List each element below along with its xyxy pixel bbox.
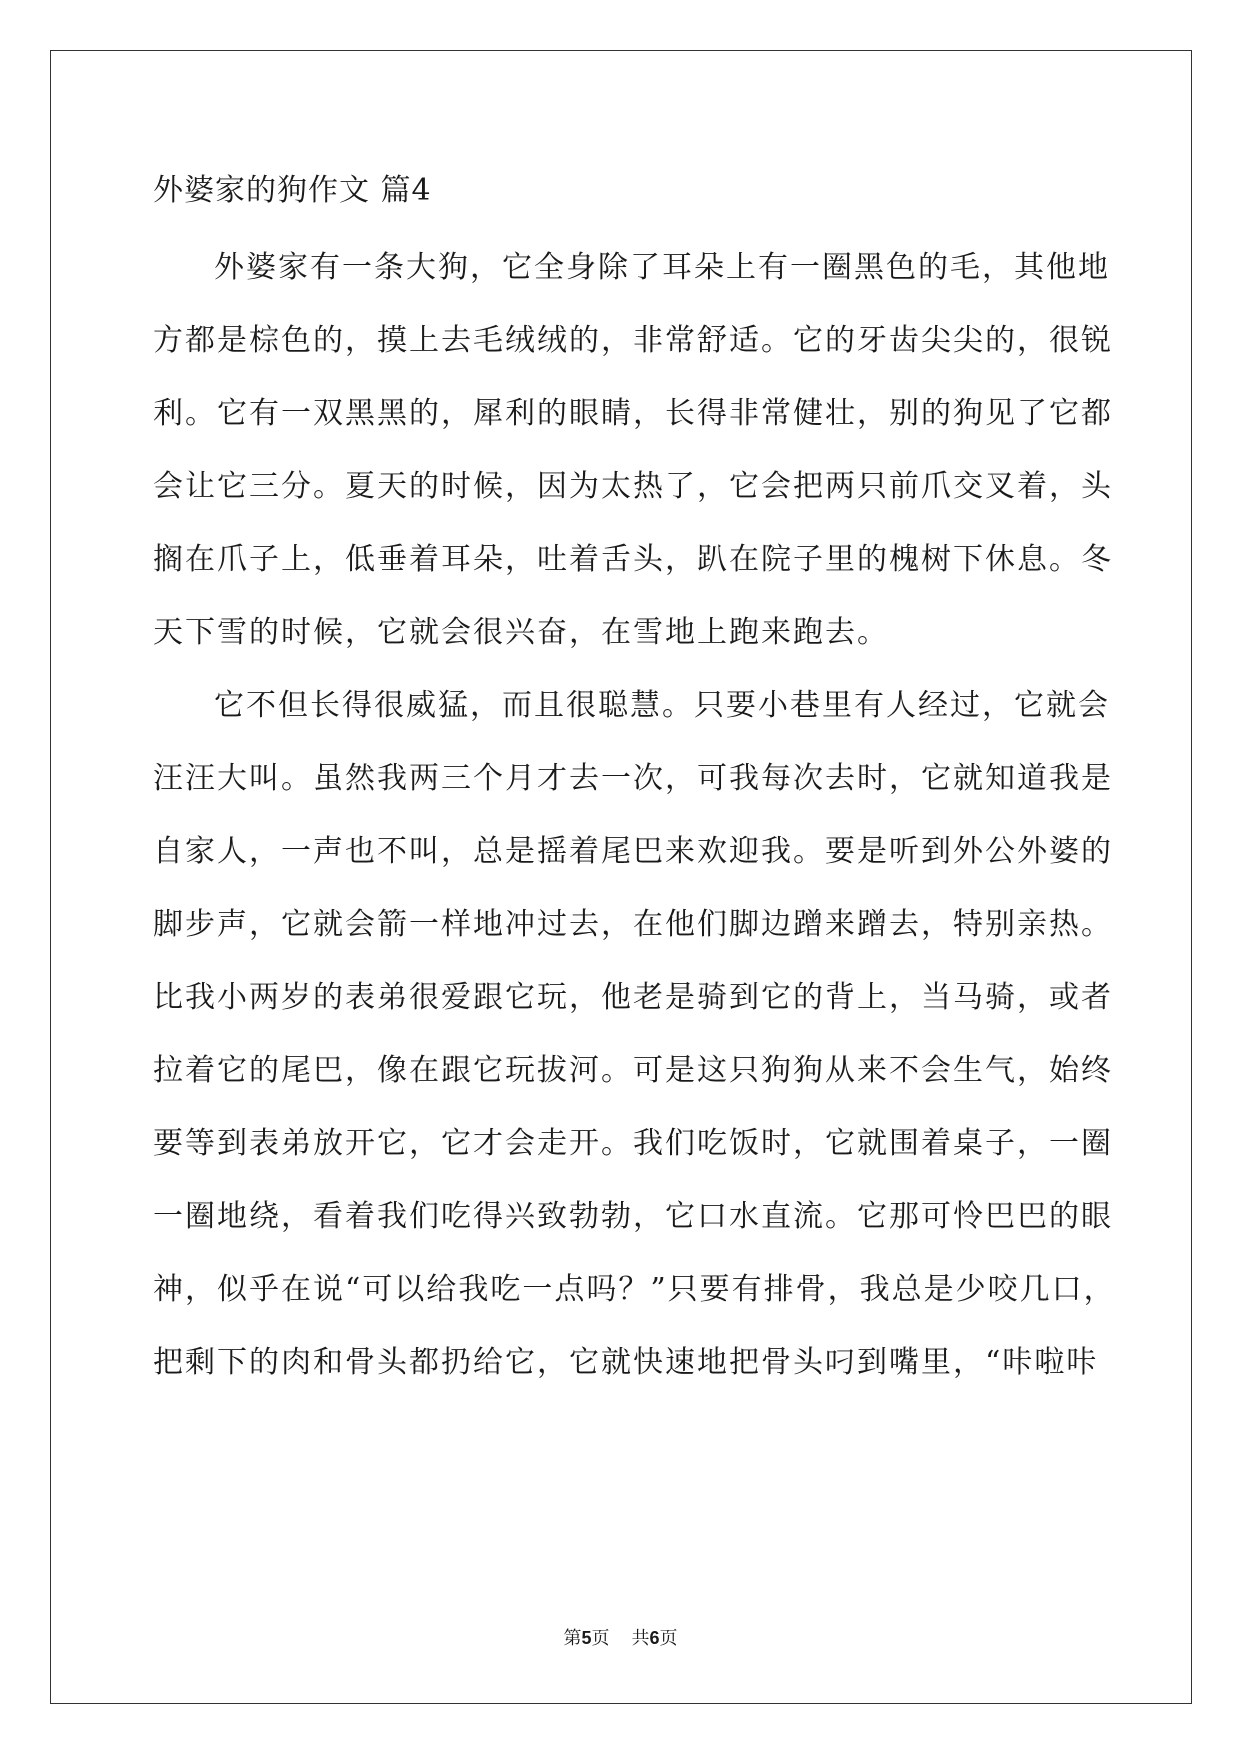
paragraph-2-line-6: 拉着它的尾巴，像在跟它玩拔河。可是这只狗狗从来不会生气，始终: [153, 1053, 1113, 1088]
paragraph-2-line-2: 汪汪大叫。虽然我两三个月才去一次，可我每次去时，它就知道我是: [153, 761, 1113, 796]
page-unit: 页: [591, 1628, 610, 1649]
page-total: 6: [649, 1628, 660, 1648]
total-prefix: 共: [631, 1628, 650, 1649]
paragraph-2-line-4: 脚步声，它就会箭一样地冲过去，在他们脚边蹭来蹭去，特别亲热。: [153, 907, 1113, 942]
page-border: [50, 50, 1192, 1704]
total-unit: 页: [659, 1628, 678, 1649]
paragraph-1-line-3: 利。它有一双黑黑的，犀利的眼睛，长得非常健壮，别的狗见了它都: [153, 396, 1113, 431]
paragraph-1-line-1: 外婆家有一条大狗，它全身除了耳朵上有一圈黑色的毛，其他地: [214, 250, 1110, 285]
document-title: 外婆家的狗作文 篇4: [153, 173, 432, 208]
paragraph-1-line-4: 会让它三分。夏天的时候，因为太热了，它会把两只前爪交叉着，头: [153, 469, 1113, 504]
paragraph-2-line-8: 一圈地绕，看着我们吃得兴致勃勃，它口水直流。它那可怜巴巴的眼: [153, 1199, 1113, 1234]
paragraph-2-line-1: 它不但长得很威猛，而且很聪慧。只要小巷里有人经过，它就会: [214, 688, 1110, 723]
paragraph-2-line-7: 要等到表弟放开它，它才会走开。我们吃饭时，它就围着桌子，一圈: [153, 1126, 1113, 1161]
paragraph-1-line-2: 方都是棕色的，摸上去毛绒绒的，非常舒适。它的牙齿尖尖的，很锐: [153, 323, 1113, 358]
paragraph-2-line-10: 把剩下的肉和骨头都扔给它，它就快速地把骨头叼到嘴里，“咔啦咔: [153, 1345, 1099, 1380]
page-number-footer: [0, 1626, 1241, 1651]
paragraph-2-line-9: 神，似乎在说“可以给我吃一点吗？”只要有排骨，我总是少咬几口，: [153, 1272, 1116, 1307]
page-prefix: 第: [563, 1628, 582, 1649]
paragraph-2-line-3: 自家人，一声也不叫，总是摇着尾巴来欢迎我。要是听到外公外婆的: [153, 834, 1113, 869]
page-current: 5: [581, 1628, 592, 1648]
paragraph-1-line-6: 天下雪的时候，它就会很兴奋，在雪地上跑来跑去。: [153, 615, 889, 650]
paragraph-1-line-5: 搁在爪子上，低垂着耳朵，吐着舌头，趴在院子里的槐树下休息。冬: [153, 542, 1113, 577]
paragraph-2-line-5: 比我小两岁的表弟很爱跟它玩，他老是骑到它的背上，当马骑，或者: [153, 980, 1113, 1015]
